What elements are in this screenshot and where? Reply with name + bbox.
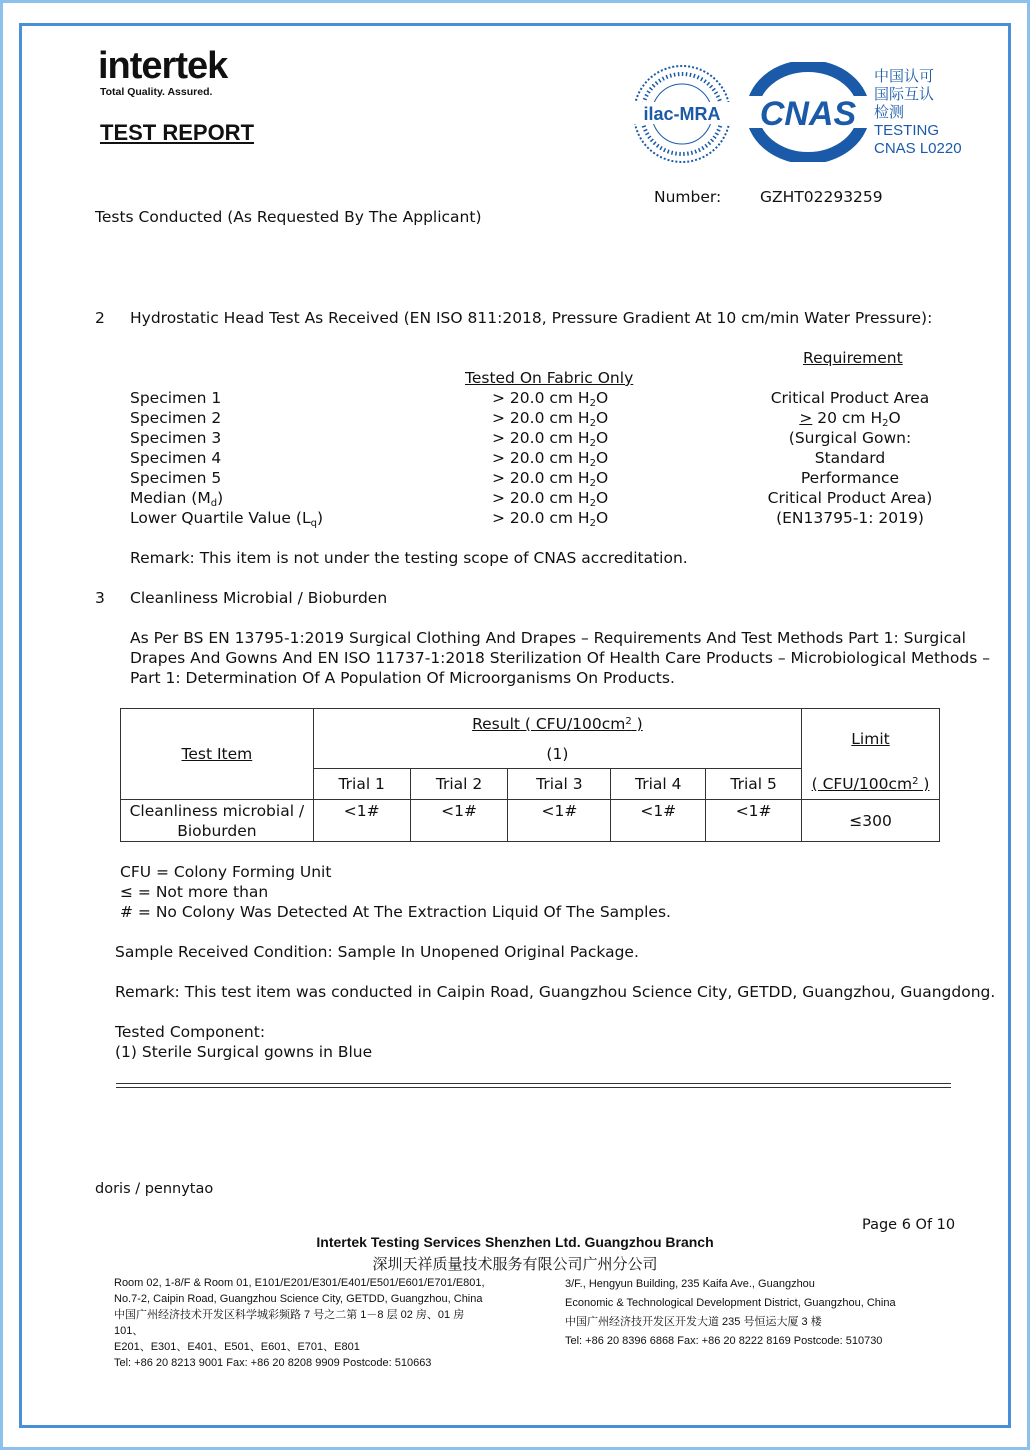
ilac-mra-seal — [630, 62, 735, 167]
note-line: # = No Colony Was Detected At The Extraction Liquid Of The Samples. — [120, 903, 671, 921]
lower-quartile-value: > 20.0 cm $H_2O$ — [492, 509, 609, 529]
cnas-line: TESTING — [874, 122, 940, 139]
cnas-line: 检测 — [874, 104, 905, 121]
test-item-cell: Cleanliness microbial / Bioburden — [121, 800, 314, 842]
intertek-logo: intertek — [98, 45, 228, 87]
report-number: GZHT02293259 — [760, 188, 883, 206]
trial-value: <1# — [706, 800, 802, 842]
result-subheader: (1) — [313, 740, 801, 769]
intro-line: Tests Conducted (As Requested By The Applicant) — [95, 208, 482, 226]
number-label: Number: — [654, 188, 722, 206]
address-line: Economic & Technological Development District, Guangzhou, China — [565, 1297, 896, 1309]
specimen-value: > 20.0 cm $H_2O$ — [492, 409, 609, 429]
trial-header: Trial 5 — [706, 769, 802, 800]
lower-quartile-label: Lower Quartile Value $(L_q)$ — [130, 509, 324, 529]
requirement-text: (EN13795-1: 2019) — [776, 509, 924, 527]
page-number: Page 6 Of 10 — [862, 1217, 956, 1233]
note-line: CFU = Colony Forming Unit — [120, 863, 332, 881]
address-line: Room 02, 1-8/F & Room 01, E101/E201/E301/E401/E501/E601/E701/E801, — [114, 1277, 485, 1289]
test-item-header: Test Item — [121, 709, 314, 800]
cnas-accreditation-text — [874, 68, 962, 158]
section-3-para-line: Drapes And Gowns And EN ISO 11737-1:2018 Sterilization Of Health Care Products – Microbiological Methods – — [130, 649, 990, 667]
bioburden-table — [120, 708, 940, 842]
specimen-value: > 20.0 cm $H_2O$ — [492, 429, 609, 449]
requirement-text: Standard — [814, 449, 886, 467]
specimen-value: > 20.0 cm $H_2O$ — [492, 449, 609, 469]
cnas-line: 中国认可 — [874, 68, 935, 85]
median-value: > 20.0 cm $H_2O$ — [492, 489, 609, 509]
report-title: TEST REPORT — [100, 120, 255, 145]
specimen-label: Specimen 1 — [130, 389, 222, 407]
address-line: 3/F., Hengyun Building, 235 Kaifa Ave., Guangzhou — [565, 1278, 815, 1290]
footer-address-right — [565, 1275, 896, 1351]
trial-value: <1# — [313, 800, 410, 842]
table-row — [121, 800, 940, 842]
limit-unit: ( CFU/$100cm^2$ ) — [802, 769, 940, 800]
tested-component: (1) Sterile Surgical gowns in Blue — [115, 1043, 373, 1061]
requirement-text: (Surgical Gown: — [788, 429, 912, 447]
trial-value: <1# — [611, 800, 706, 842]
section-3-number: 3 — [95, 589, 105, 607]
specimen-label: Specimen 3 — [130, 429, 222, 447]
cnas-line: CNAS L0220 — [874, 140, 962, 157]
address-line: Tel: +86 20 8396 6868 Fax: +86 20 8222 8169 Postcode: 510730 — [565, 1335, 883, 1347]
location-remark: Remark: This test item was conducted in Caipin Road, Guangzhou Science City, GETDD, Guangzhou, Guangdong. — [115, 983, 996, 1001]
cnas-text: CNAS — [759, 95, 857, 133]
section-3-heading: Cleanliness Microbial / Bioburden — [130, 589, 388, 607]
trial-header: Trial 1 — [313, 769, 410, 800]
address-line: No.7-2, Caipin Road, Guangzhou Science City, GETDD, Guangzhou, China — [114, 1293, 483, 1305]
address-line: Tel: +86 20 8213 9001 Fax: +86 20 8208 9909 Postcode: 510663 — [114, 1357, 432, 1369]
signoff: doris / pennytao — [95, 1181, 214, 1197]
ilac-mra-text: ilac-MRA — [643, 104, 721, 124]
footer-address-left — [114, 1275, 485, 1371]
sample-condition: Sample Received Condition: Sample In Unopened Original Package. — [115, 943, 639, 961]
address-line: E201、E301、E401、E501、E601、E701、E801 — [114, 1341, 360, 1353]
trial-header: Trial 3 — [508, 769, 611, 800]
requirement-header: Requirement — [803, 349, 903, 367]
specimen-label: Specimen 5 — [130, 469, 222, 487]
address-line: 101、 — [114, 1325, 144, 1337]
note-line: ≤ = Not more than — [120, 883, 269, 901]
end-divider — [116, 1083, 951, 1088]
result-header: Result ( CFU/$100cm^2$ ) — [313, 709, 801, 740]
section-2-number: 2 — [95, 309, 105, 327]
trial-value: <1# — [410, 800, 508, 842]
footer-company-cn: 深圳天祥质量技术服务有限公司广州分公司 — [372, 1255, 658, 1273]
address-line: 中国广州经济技开发区开发大道 235 号恒运大厦 3 楼 — [565, 1316, 822, 1328]
requirement-text: > 20 cm $H_2O$ — [799, 409, 901, 429]
specimen-label: Specimen 4 — [130, 449, 222, 467]
cnas-line: 国际互认 — [874, 86, 935, 103]
tested-on-fabric-header: Tested On Fabric Only — [465, 369, 634, 387]
requirement-text: Critical Product Area — [770, 389, 930, 407]
tested-component-label: Tested Component: — [115, 1023, 266, 1041]
logo-tagline: Total Quality. Assured. — [100, 86, 213, 98]
footer-company-en: Intertek Testing Services Shenzhen Ltd. Guangzhou Branch — [316, 1234, 714, 1250]
section-2-heading: Hydrostatic Head Test As Received (EN ISO 811:2018, Pressure Gradient At 10 cm/min Water Pressure): — [130, 309, 933, 327]
requirement-text: Critical Product Area) — [767, 489, 933, 507]
section-3-para-line: As Per BS EN 13795-1:2019 Surgical Clothing And Drapes – Requirements And Test Methods Part 1: Surgical — [130, 629, 966, 647]
median-label: Median $(M_d)$ — [130, 489, 224, 509]
specimen-label: Specimen 2 — [130, 409, 222, 427]
limit-value: ≤300 — [802, 800, 940, 842]
cnas-logo — [748, 62, 868, 162]
requirement-text: Performance — [800, 469, 900, 487]
section-2-remark: Remark: This item is not under the testing scope of CNAS accreditation. — [130, 549, 688, 567]
trial-header: Trial 2 — [410, 769, 508, 800]
trial-value: <1# — [508, 800, 611, 842]
limit-header: Limit — [802, 709, 940, 769]
specimen-value: > 20.0 cm $H_2O$ — [492, 389, 609, 409]
section-3-para-line: Part 1: Determination Of A Population Of Microorganisms On Products. — [130, 669, 675, 687]
address-line: 中国广州经济技术开发区科学城彩频路 7 号之二第 1－8 层 02 房、01 房 — [114, 1309, 465, 1321]
trial-header: Trial 4 — [611, 769, 706, 800]
specimen-value: > 20.0 cm $H_2O$ — [492, 469, 609, 489]
